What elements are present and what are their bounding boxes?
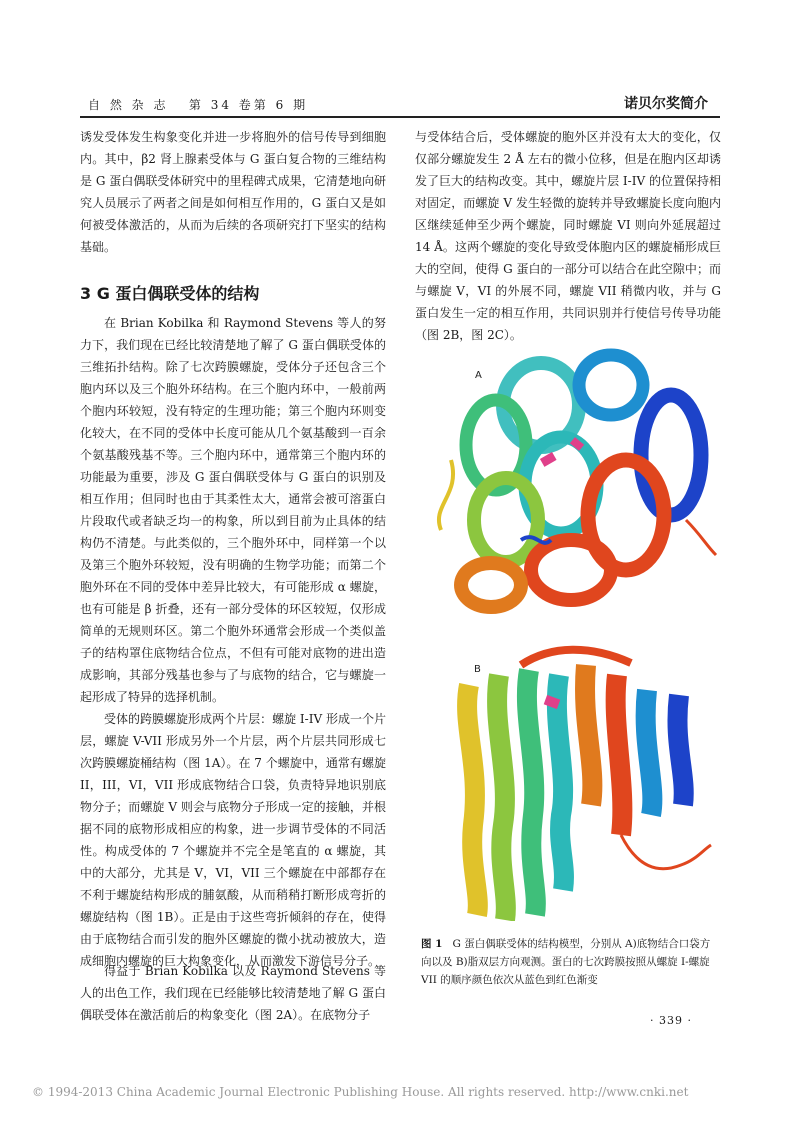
figure-1: [421, 345, 719, 921]
journal-issue: 第 34 卷第 6 期: [188, 98, 309, 112]
left-column-bottom: [80, 960, 386, 1026]
caption-id: 图 1: [421, 938, 443, 950]
panel-a-label: A: [475, 370, 482, 381]
protein-structure-figure: [421, 345, 719, 921]
paragraph-topology: 在 Brian Kobilka 和 Raymond Stevens 等人的努力下，我们现在已经比较清楚地了解了 G 蛋白偶联受体的三维拓扑结构。除了七次跨膜螺旋，受体分子还包含三个胞内环以及三个胞外环结构。在三个胞内环中，一般前两个胞内环较短，没有特定的生理功能；第三个胞内环则变化较大，在不同的受体中长度可能从几个氨基酸到一百余个氨基酸残基不等。三个胞内环中，通常第三个胞内环的功能最为重要，涉及 G 蛋白偶联受体与 G 蛋白的识别及相互作用；但同时也由于其柔性太大，通常会被可溶蛋白片段取代或者缺乏均一的构象，所以到目前为止具体的结构仍不清楚。与此类似的，三个胞外环中，同样第一个以及第三个胞外环较短，没有明确的生物学功能；而第二个胞外环在不同的受体中差异比较大，有可能形成 α 螺旋，也有可能是 β 折叠，还有一部分受体的环区较短，仅形成简单的无规则环区。第二个胞外环通常会形成一个类似盖子的结构罩住底物结合位点，不但有可能对底物的进出造成影响，其部分残基也参与了与底物的结合，它与螺旋一起形成了特异的选择机制。: [80, 316, 386, 704]
panel-b-label: B: [474, 664, 481, 675]
panel-a-structure: [439, 355, 716, 607]
paragraph-continued: 诱发受体发生构象变化并进一步将胞外的信号传导到细胞内。其中，β2 肾上腺素受体与 G 蛋白复合物的三维结构是 G 蛋白偶联受体研究中的里程碑式成果，它清楚地向研究人员展示了两者之间是如何相互作用的，G 蛋白又是如何被受体激活的，从而为后续的各项研究打下坚实的结构基础。: [80, 130, 386, 254]
figure-caption: [421, 935, 717, 989]
page-number: · 339 ·: [650, 1014, 692, 1027]
panel-b-structure: [467, 650, 711, 920]
copyright-footer: © 1994-2013 China Academic Journal Electronic Publishing House. All rights reserved. http://www.cnki.net: [32, 1085, 689, 1099]
running-header-section: 诺贝尔奖简介: [624, 96, 708, 112]
running-header-journal: [88, 96, 308, 113]
paragraph-activation: 得益于 Brian Kobilka 以及 Raymond Stevens 等人的出色工作，我们现在已经能够比较清楚地了解 G 蛋白偶联受体在激活前后的构象变化（图 2A）。在底物分子: [80, 964, 386, 1022]
left-column-body: [80, 312, 386, 972]
left-column-top: [80, 126, 386, 258]
journal-name: 自 然 杂 志: [88, 98, 169, 112]
header-rule: [80, 116, 720, 118]
paragraph-helices: 受体的跨膜螺旋形成两个片层：螺旋 I-IV 形成一个片层，螺旋 V-VII 形成另外一个片层，两个片层共同形成七次跨膜螺旋桶结构（图 1A）。在 7 个螺旋中，通常有螺旋 II，III，VI，VII 形成底物结合口袋，负责特异地识别底物分子；而螺旋 V 则会与底物分子形成一定的接触，并根据不同的底物形成相应的构象，进一步调节受体的不同活性。构成受体的 7 个螺旋并不完全是笔直的 α 螺旋，其中的大部分，尤其是 V，VI，VII 三个螺旋在中部都存在不利于螺旋结构形成的脯氨酸，从而稍稍打断形成弯折的螺旋结构（图 1B）。正是由于这些弯折倾斜的存在，使得由于底物结合而引发的胞外区螺旋的微小扰动被放大，造成细胞内螺旋的巨大构象变化，从而激发下游信号分子。: [80, 712, 386, 968]
section-heading: 3 G 蛋白偶联受体的结构: [80, 284, 260, 303]
right-column-top: [415, 126, 721, 346]
caption-text: G 蛋白偶联受体的结构模型，分别从 A)底物结合口袋方向以及 B)脂双层方向观测。蛋白的七次跨膜按照从螺旋 I-螺旋 VII 的顺序颜色依次从蓝色到红色渐变: [421, 938, 711, 986]
paragraph-continued-right: 与受体结合后，受体螺旋的胞外区并没有太大的变化，仅仅部分螺旋发生 2 Å 左右的微小位移，但是在胞内区却诱发了巨大的结构改变。其中，螺旋片层 I-IV 的位置保持相对固定，而螺旋 V 发生轻微的旋转并导致螺旋长度向胞内区继续延伸至少两个螺旋，同时螺旋 VI 则向外延展超过 14 Å。这两个螺旋的变化导致受体胞内区的螺旋桶形成巨大的空间，使得 G 蛋白的一部分可以结合在此空隙中；而与螺旋 V，VI 的外展不同，螺旋 VII 稍微内收，并与 G 蛋白发生一定的相互作用，共同识别并行使信号传导功能（图 2B，图 2C）。: [415, 130, 721, 342]
